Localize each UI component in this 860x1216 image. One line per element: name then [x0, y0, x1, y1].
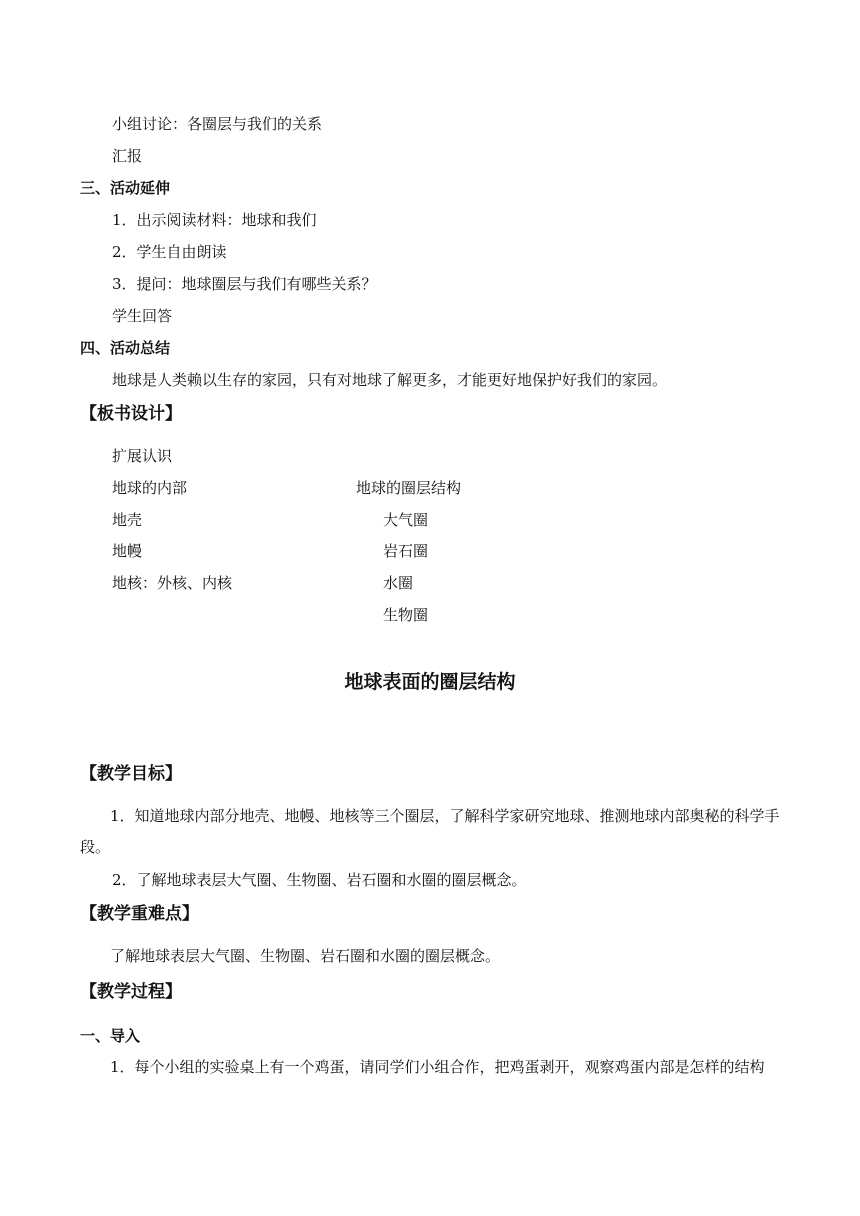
- board-right-heading: 地球的圈层结构: [356, 479, 462, 497]
- board-right-item: 生物圈: [383, 606, 429, 624]
- extend-item-3: 3．提问：地球圈层与我们有哪些关系？: [112, 275, 377, 293]
- summary-text: 地球是人类赖以生存的家园，只有对地球了解更多，才能更好地保护好我们的家园。: [112, 371, 668, 389]
- board-right-item: 水圈: [383, 574, 414, 592]
- student-answer-line: 学生回答: [112, 307, 173, 325]
- extend-item-2: 2．学生自由朗读: [112, 243, 227, 261]
- key-points-heading: 【教学重难点】: [80, 904, 199, 924]
- board-right-item: 岩石圈: [383, 542, 429, 560]
- objectives-heading: 【教学目标】: [80, 764, 182, 784]
- intro-heading: 一、导入: [80, 1027, 141, 1045]
- board-left-item: 地核：外核、内核: [112, 574, 233, 592]
- process-item-1: 1．每个小组的实验桌上有一个鸡蛋，请同学们小组合作，把鸡蛋剥开，观察鸡蛋内部是怎样的结构: [110, 1058, 765, 1076]
- key-points-text: 了解地球表层大气圈、生物圈、岩石圈和水圈的圈层概念。: [110, 947, 501, 965]
- group-discussion-line: 小组讨论：各圈层与我们的关系: [112, 115, 323, 133]
- board-design-heading: 【板书设计】: [80, 404, 182, 424]
- objective-item-1: 1．知道地球内部分地壳、地幔、地核等三个圈层，了解科学家研究地球、推测地球内部奥秘的科学手段。: [80, 807, 780, 856]
- objective-item-2: 2．了解地球表层大气圈、生物圈、岩石圈和水圈的圈层概念。: [112, 871, 527, 889]
- activity-summary-heading: 四、活动总结: [80, 339, 171, 357]
- board-left-item: 地球的内部: [112, 479, 188, 497]
- extend-item-1: 1．出示阅读材料：地球和我们: [112, 211, 317, 229]
- activity-extend-heading: 三、活动延伸: [80, 179, 171, 197]
- board-title: 扩展认识: [112, 447, 173, 465]
- process-heading: 【教学过程】: [80, 982, 182, 1002]
- board-left-item: 地幔: [112, 542, 143, 560]
- lesson-title: 地球表面的圈层结构: [344, 671, 516, 693]
- board-left-item: 地壳: [112, 511, 143, 529]
- report-line: 汇报: [112, 147, 143, 165]
- board-right-item: 大气圈: [383, 511, 429, 529]
